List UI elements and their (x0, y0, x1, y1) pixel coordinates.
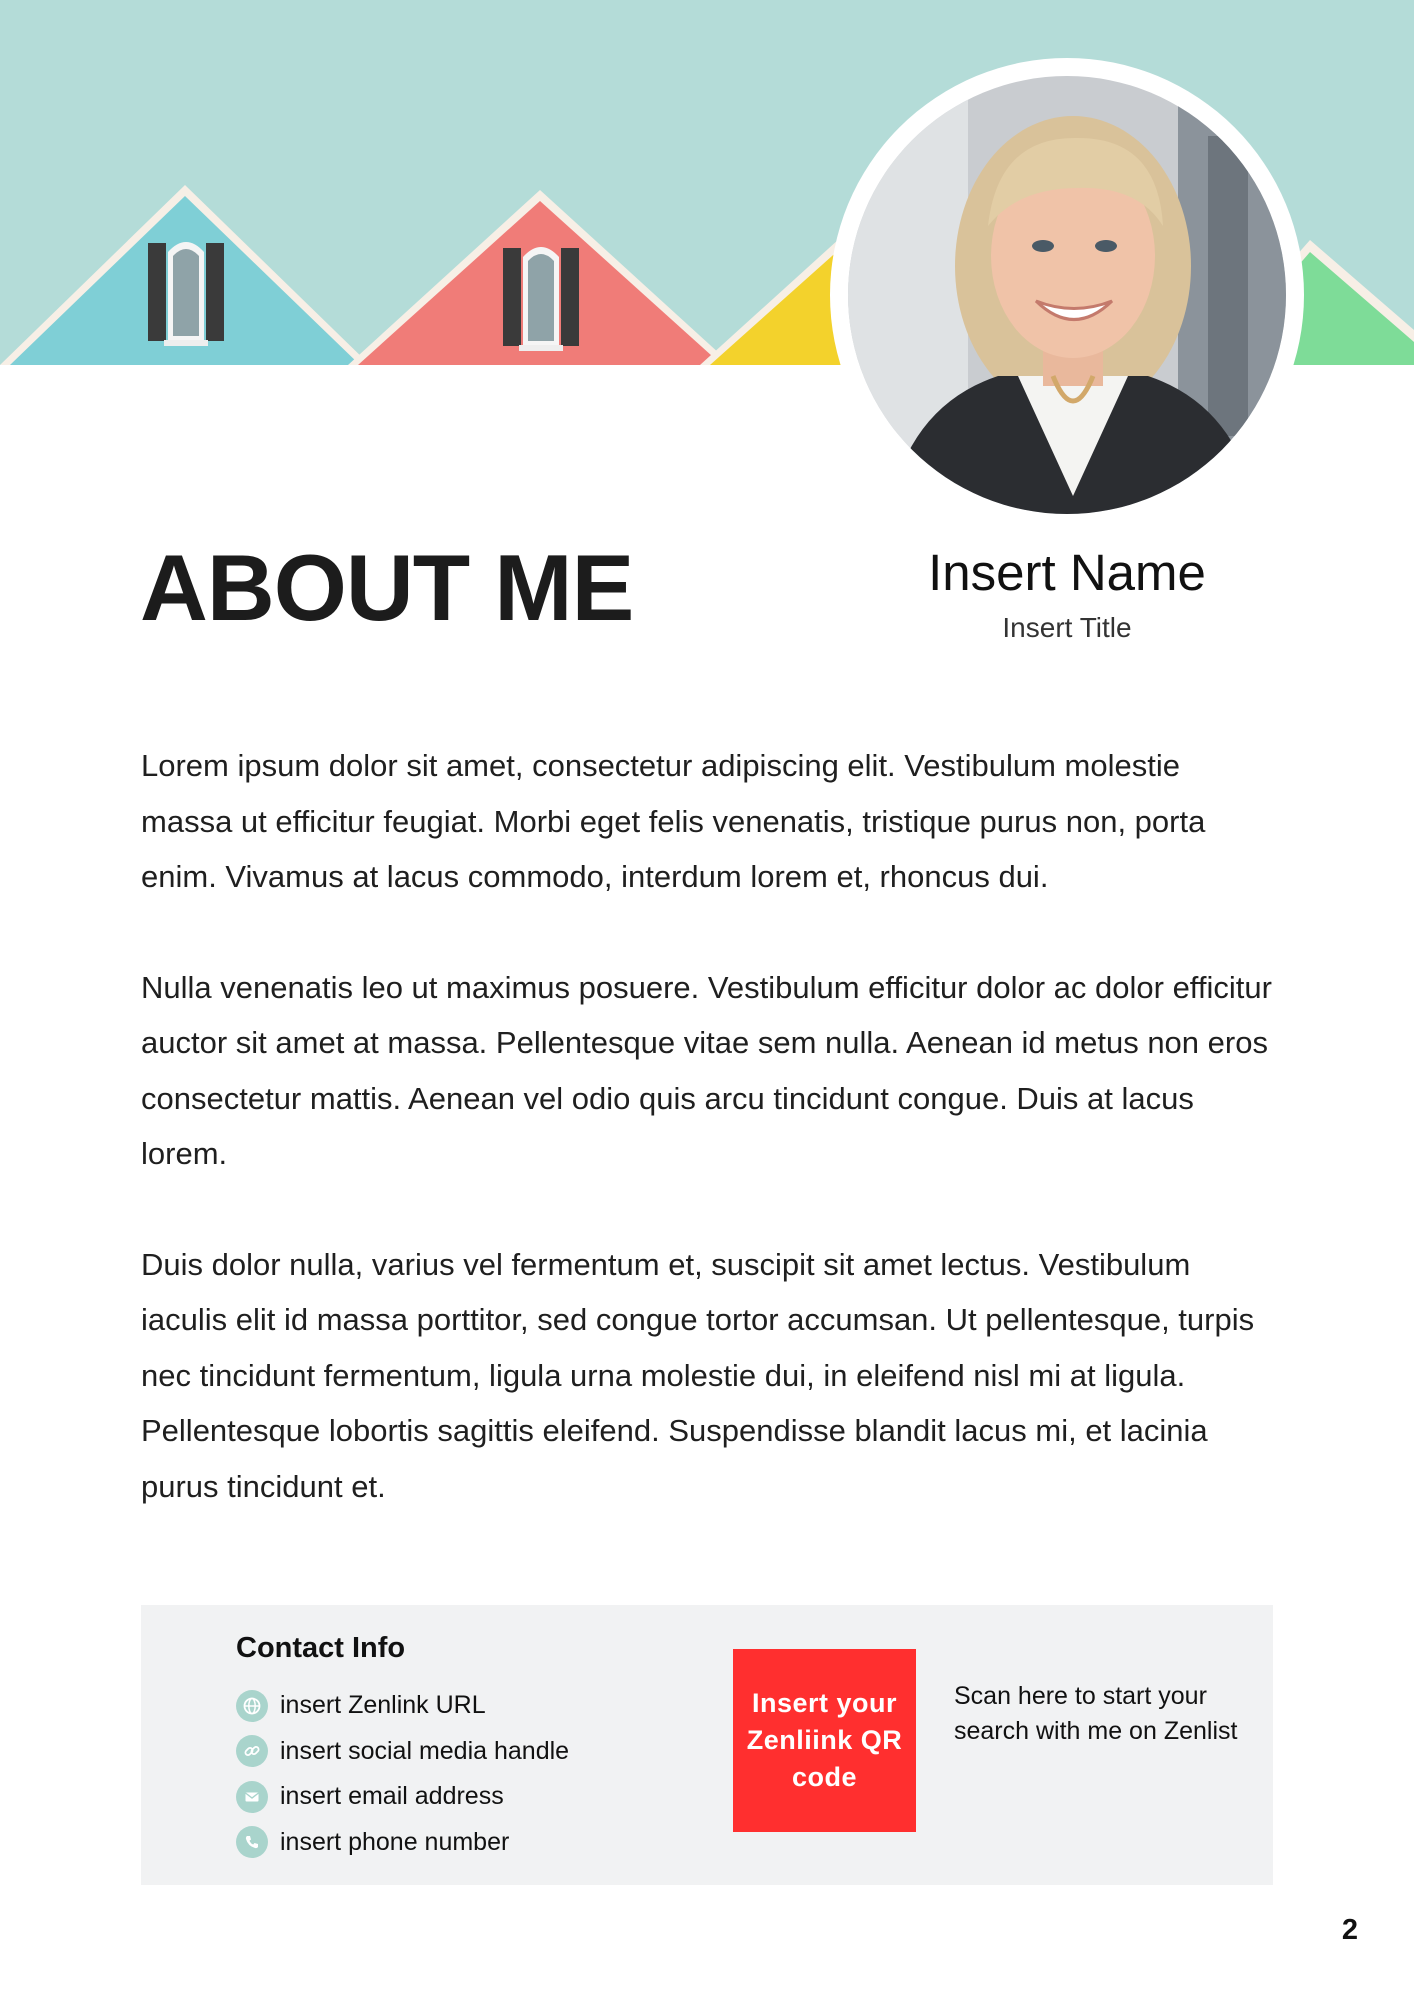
envelope-icon (236, 1781, 268, 1813)
link-icon (236, 1735, 268, 1767)
contact-phone-text: insert phone number (280, 1827, 510, 1856)
contact-url-text: insert Zenlink URL (280, 1691, 486, 1720)
phone-icon (236, 1826, 268, 1858)
globe-icon (236, 1690, 268, 1722)
contact-item-social[interactable] (236, 1729, 569, 1775)
bio-paragraph: Duis dolor nulla, varius vel fermentum et, suscipit sit amet lectus. Vestibulum iaculis elit id massa porttitor, sed congue tortor accumsan. Ut pellentesque, turpis nec tincidunt fermentum, ligula urna molestie dui, in eleifend nisl mi at ligula. Pellentesque lobortis sagittis eleifend. Suspendisse blandit lacus mi, et lacinia purus tincidunt et. (141, 1246, 1255, 1504)
contact-info-title: Contact Info (236, 1632, 406, 1664)
contact-item-url[interactable] (236, 1683, 569, 1729)
contact-email-text: insert email address (280, 1782, 504, 1811)
contact-list (236, 1683, 569, 1865)
bio-section (141, 738, 1276, 1569)
qr-placeholder-text: Insert your Zenliink QR code (746, 1688, 903, 1792)
qr-code-placeholder (733, 1649, 916, 1832)
profile-title: Insert Title (1002, 612, 1132, 643)
profile-photo (848, 76, 1286, 514)
page-number: 2 (1341, 1914, 1359, 1946)
contact-item-email[interactable] (236, 1774, 569, 1820)
bio-paragraph: Nulla venenatis leo ut maximus posuere. Vestibulum efficitur dolor ac dolor efficitur auctor sit amet at massa. Pellentesque vitae sem nulla. Aenean id metus non eros consectetur mattis. Aenean vel odio quis arcu tincidunt congue. Duis at lacus lorem. (141, 969, 1272, 1171)
bio-paragraph: Lorem ipsum dolor sit amet, consectetur adipiscing elit. Vestibulum molestie massa ut efficitur feugiat. Morbi eget felis venenatis, tristique purus non, porta enim. Vivamus at lacus commodo, interdum lorem et, rhoncus dui. (141, 748, 1206, 894)
scan-instruction: Scan here to start your search with me on Zenlist (954, 1682, 1238, 1745)
profile-photo-frame (830, 58, 1304, 532)
page-title: ABOUT ME (140, 535, 634, 640)
contact-item-phone[interactable] (236, 1820, 569, 1866)
contact-info-panel (141, 1605, 1273, 1885)
contact-social-text: insert social media handle (280, 1736, 570, 1765)
profile-name: Insert Name (928, 544, 1206, 601)
